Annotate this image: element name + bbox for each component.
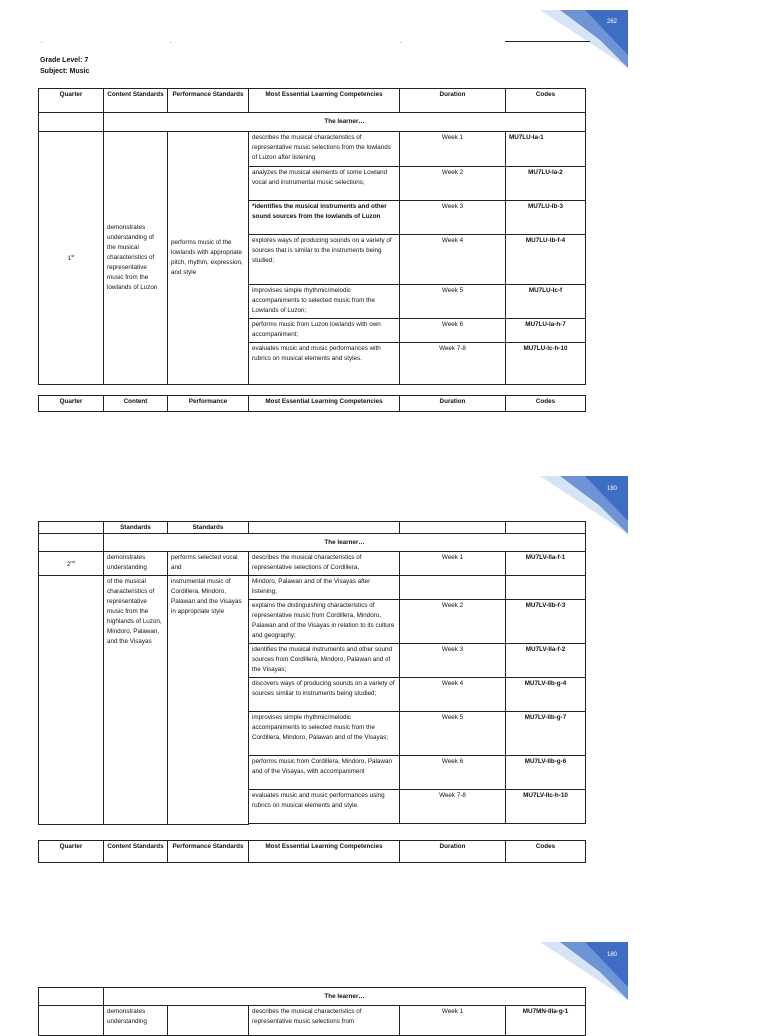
learner-label: The learner… bbox=[104, 113, 586, 132]
table-row bbox=[39, 576, 586, 600]
table-header-row bbox=[39, 89, 586, 113]
grade-level: Grade Level: 7 bbox=[40, 57, 89, 64]
duration: Week 5 bbox=[400, 285, 506, 319]
competency: identifies the musical instruments and other sound sources from Cordillera, Mindoro, Palawan and of the Visayas; bbox=[249, 644, 400, 678]
code: MU7LV-IIb-f-3 bbox=[506, 600, 586, 644]
table-header-row bbox=[39, 841, 586, 863]
competency: *identifies the musical instruments and other sound sources from the lowlands of Luzon bbox=[249, 201, 400, 235]
header-performance-standards: Performance Standards bbox=[168, 89, 249, 113]
competency: describes the musical characteristics of representative music selections from the lowlands of Luzon after listening bbox=[249, 132, 400, 167]
learner-label: The learner… bbox=[104, 534, 586, 552]
table-row bbox=[39, 1006, 586, 1036]
header-table bbox=[38, 840, 586, 863]
competency: evaluates music and music performances with rubrics on musical elements and styles. bbox=[249, 343, 400, 385]
competency: analyzes the musical elements of some Lowland vocal and instrumental music selections; bbox=[249, 167, 400, 201]
competency-table-q1 bbox=[38, 88, 586, 385]
duration: Week 4 bbox=[400, 235, 506, 285]
code: MU7LV-IIb-g-7 bbox=[506, 712, 586, 756]
duration: Week 1 bbox=[400, 552, 506, 576]
competency-table-q2 bbox=[38, 521, 586, 825]
subject: Subject: Music bbox=[40, 68, 90, 75]
learner-row bbox=[39, 534, 586, 552]
duration: Week 7-8 bbox=[400, 343, 506, 385]
code: MU7LU-Ic-f bbox=[506, 285, 586, 319]
header-codes: Codes bbox=[506, 841, 586, 863]
duration: Week 1 bbox=[400, 1006, 506, 1036]
code: MU7LU-Ia-2 bbox=[506, 167, 586, 201]
page-number: 262 bbox=[606, 19, 617, 25]
header-performance-standards: Performance Standards bbox=[168, 841, 249, 863]
header-duration: Duration bbox=[400, 89, 506, 113]
code: MU7LV-IIc-h-10 bbox=[506, 790, 586, 824]
header-content-standards-cont: Standards bbox=[104, 522, 168, 534]
duration: Week 6 bbox=[400, 756, 506, 790]
header-rule bbox=[505, 41, 590, 42]
content-standard: demonstrates understanding bbox=[104, 552, 168, 576]
content-standard: of the musical characteristics of representative music from the highlands of Luzon, Mindoro, Palawan, and the Visayas bbox=[104, 576, 168, 825]
table-header-row bbox=[39, 522, 586, 534]
competency: discovers ways of producing sounds on a variety of sources similar to instruments being studied; bbox=[249, 678, 400, 712]
table-row bbox=[39, 132, 586, 167]
header-performance-standards-cont: Standards bbox=[168, 522, 249, 534]
competency: performs music from Cordillera, Mindoro, Palawan and of the Visayas, with accompaniment bbox=[249, 756, 400, 790]
duration: Week 6 bbox=[400, 319, 506, 343]
code: MU7LV-IIb-g-4 bbox=[506, 678, 586, 712]
quarter-cell: 2nd bbox=[39, 552, 104, 576]
duration: Week 1 bbox=[400, 132, 506, 167]
code: MU7LU-Ib-f-4 bbox=[506, 235, 586, 285]
competency: improvises simple rhythmic/melodic accompaniments to selected music from the Lowlands of Luzon; bbox=[249, 285, 400, 319]
table-row bbox=[39, 552, 586, 576]
content-standard: demonstrates understanding bbox=[104, 1006, 168, 1036]
header-quarter: Quarter bbox=[39, 396, 104, 412]
header-competencies: Most Essential Learning Competencies bbox=[249, 841, 400, 863]
header-duration: Duration bbox=[400, 396, 506, 412]
code: MU7LV-IIa-f-2 bbox=[506, 644, 586, 678]
code: MU7LU-Ia-h-7 bbox=[506, 319, 586, 343]
competency-table-q3 bbox=[38, 987, 586, 1036]
code: MU7LV-IIb-g-6 bbox=[506, 756, 586, 790]
duration: Week 3 bbox=[400, 644, 506, 678]
competency: explains the distinguishing characteristics of representative music from Cordillera, Mindoro, Palawan and of the Visayas in relation to its culture and geography; bbox=[249, 600, 400, 644]
duration: Week 7-8 bbox=[400, 790, 506, 824]
competency: evaluates music and music performances using rubrics on musical elements and style. bbox=[249, 790, 400, 824]
learner-label: The learner… bbox=[104, 988, 586, 1006]
header-duration: Duration bbox=[400, 841, 506, 863]
page-number: 180 bbox=[606, 486, 617, 492]
header-competencies: Most Essential Learning Competencies bbox=[249, 89, 400, 113]
learner-row bbox=[39, 113, 586, 132]
header-content-standards: Content Standards bbox=[104, 841, 168, 863]
competency: explores ways of producing sounds on a variety of sources that is similar to the instruments being studied; bbox=[249, 235, 400, 285]
duration: Week 3 bbox=[400, 201, 506, 235]
competency: Mindoro, Palawan and of the Visayas after listening; bbox=[249, 576, 400, 600]
header-dot: . bbox=[400, 39, 402, 45]
learner-row bbox=[39, 988, 586, 1006]
code: MU7LU-Ic-h-10 bbox=[506, 343, 586, 385]
performance-standard: instrumental music of Cordillera, Mindoro, Palawan and the Visayas in appropriate style bbox=[168, 576, 249, 825]
duration: Week 4 bbox=[400, 678, 506, 712]
competency: performs music from Luzon lowlands with own accompaniment; bbox=[249, 319, 400, 343]
header-quarter: Quarter bbox=[39, 841, 104, 863]
duration: Week 5 bbox=[400, 712, 506, 756]
header-dot: . bbox=[170, 39, 172, 45]
header-dot: . bbox=[41, 39, 43, 45]
code: MU7MN-IIIa-g-1 bbox=[506, 1006, 586, 1036]
code: MU7LU-Ib-3 bbox=[506, 201, 586, 235]
header-content-standards: Content Standards bbox=[104, 89, 168, 113]
code: MU7LU-Ia-1 bbox=[506, 132, 586, 167]
competency: describes the musical characteristics of representative music selections from bbox=[249, 1006, 400, 1036]
header-codes: Codes bbox=[506, 89, 586, 113]
competency: describes the musical characteristics of representative selections of Cordillera, bbox=[249, 552, 400, 576]
performance-standard: performs selected vocal and bbox=[168, 552, 249, 576]
header-codes: Codes bbox=[506, 396, 586, 412]
header-competencies: Most Essential Learning Competencies bbox=[249, 396, 400, 412]
duration: Week 2 bbox=[400, 600, 506, 644]
table-header-row bbox=[39, 396, 586, 412]
performance-standard: performs music of the lowlands with appropriate pitch, rhythm, expression, and style bbox=[168, 132, 249, 385]
quarter-cell: 1st bbox=[39, 132, 104, 385]
competency: improvises simple rhythmic/melodic accompaniments to selected music from the Cordillera, Mindoro, Palawan and of the Visayas; bbox=[249, 712, 400, 756]
header-table bbox=[38, 395, 586, 412]
page-number: 180 bbox=[606, 952, 617, 958]
header-quarter: Quarter bbox=[39, 89, 104, 113]
header-content: Content bbox=[104, 396, 168, 412]
header-performance: Performance bbox=[168, 396, 249, 412]
code: MU7LV-IIa-f-1 bbox=[506, 552, 586, 576]
content-standard: demonstrates understanding of the musical characteristics of representative music from the lowlands of Luzon bbox=[104, 132, 168, 385]
duration: Week 2 bbox=[400, 167, 506, 201]
